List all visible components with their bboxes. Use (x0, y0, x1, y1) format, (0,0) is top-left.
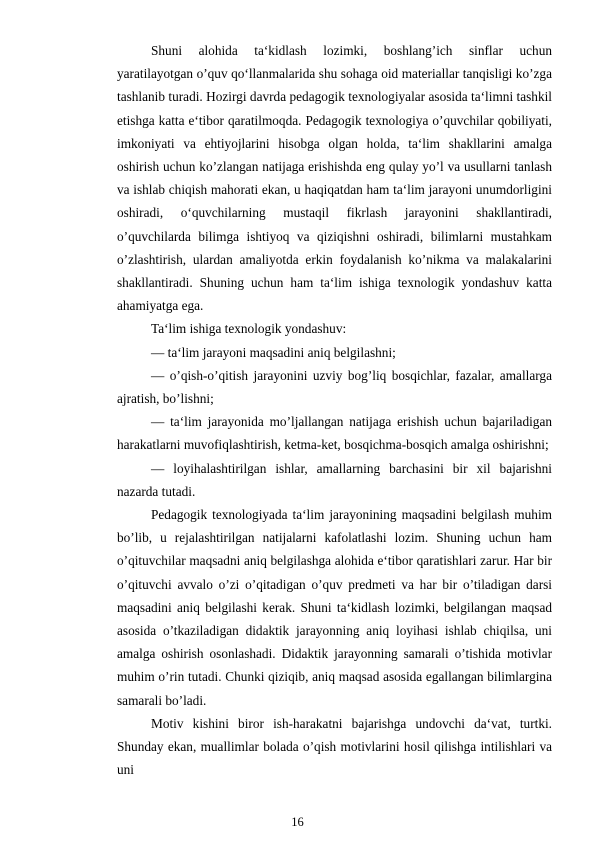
list-item: — o’qish-o’qitish jarayonini uzviy bog’liq bosqichlar, fazalar, amallarga ajratish, bo’lishni; (117, 367, 552, 407)
paragraph: Pedagogik texnologiyada ta‘lim jarayonining maqsadini belgilash muhim bo’lib, u rejalashtirilgan natijalarni kafolatlashi lozim. Shuning uchun ham o’qituvchilar maqsadni aniq belgilashga alohida e‘tibor qaratishlari zarur. Har bir o’qituvchi avvalo o’zi o’qitadigan o’quv predmeti va har bir o’tiladigan darsi maqsadini aniq belgilashi kerak. Shuni ta‘kidlash lozimki, belgilangan maqsad asosida o’tkaziladigan didaktik jarayonning aniq loyihasi ishlab chiqilsa, uni amalga oshirish osonlashadi. Didaktik jarayonning samarali o’tishida motivlar muhim o’rin tutadi. Chunki qiziqib, aniq maqsad asosida egallangan bilimlargina samarali bo’ladi. (117, 507, 552, 708)
list-item: — ta‘lim jarayonida mo’ljallangan natijaga erishish uchun bajariladigan harakatlarni muvofiqlashtirish, ketma-ket, bosqichma-bosqich amalga oshirishni; (117, 414, 552, 453)
paragraph: Ta‘lim ishiga texnologik yondashuv: (151, 321, 347, 337)
list-item: — loyihalashtirilgan ishlar, amallarning barchasini bir xil bajarishni nazarda tutadi. (117, 460, 552, 499)
body-text (117, 39, 552, 782)
paragraph: Shuni alohida ta‘kidlash lozimki, boshlang’ich sinflar uchun yaratilayotgan o’quv qo‘llanmalarida shu sohaga oid materiallar tanqisligi ko’zga tashlanib turadi. Hozirgi davrda pedagogik texnologiyalar asosida ta‘limni tashkil etishga katta e‘tibor qaratilmoqda. Pedagogik texnologiya o’quvchilar qobiliyati, imkoniyati va ehtiyojlarini hisobga olgan holda, ta‘lim shakllarini amalga oshirish uchun ko’zlangan natijaga erishishda eng qulay yo’l va usullarni tanlash va ishlab chiqish mahorati ekan, u haqiqatdan ham ta‘lim jarayoni unumdorligini oshiradi, o‘quvchilarning mustaqil fikrlash jarayonini shakllantiradi, o’quvchilarda bilimga ishtiyoq va qiziqishni oshiradi, bilimlarni mustahkam o’zlashtirish, ulardan amaliyotda erkin foydalanish ko’nikma va malakalarini shakllantiradi. Shuning uchun ham ta‘lim ishiga texnologik yondashuv katta ahamiyatga ega. (117, 43, 552, 314)
paragraph: Motiv kishini biror ish-harakatni bajarishga undovchi da‘vat, turtki. Shunday ekan, muallimlar bolada o’qish motivlarini hosil qilishga intilishlari va uni (117, 715, 552, 778)
page-number: 16 (291, 815, 304, 829)
list-item: — ta‘lim jarayoni maqsadini aniq belgilashni; (151, 344, 396, 360)
